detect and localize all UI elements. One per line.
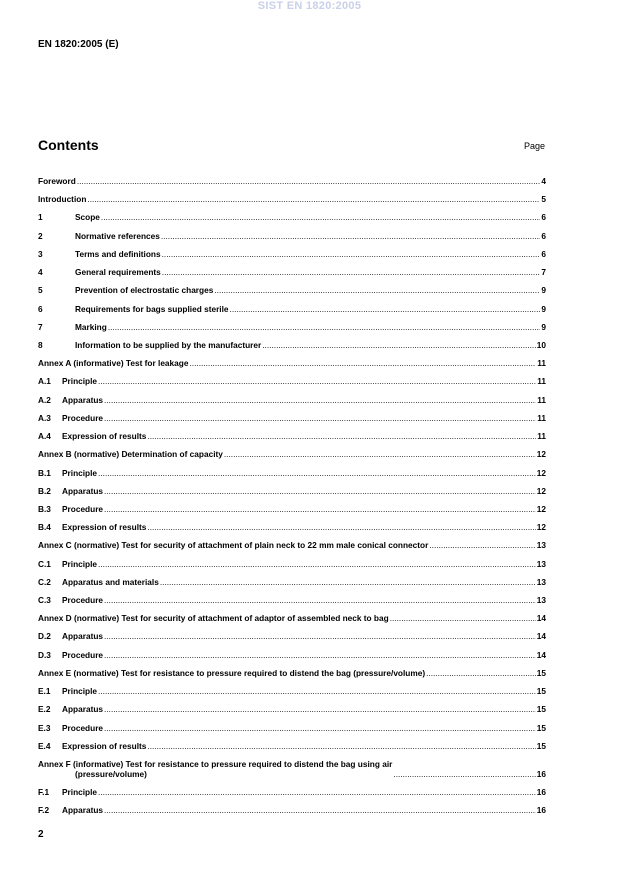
toc-entry[interactable] (38, 486, 546, 496)
toc-entry-number: 1 (38, 212, 43, 223)
toc-entry-number: E.2 (38, 704, 51, 715)
toc-entry[interactable] (38, 741, 546, 751)
toc-entry-title: Terms and definitions (75, 248, 161, 259)
dot-leader (104, 395, 536, 405)
toc-entry-title: General requirements (75, 267, 161, 278)
toc-entry-number: B.3 (38, 503, 51, 514)
contents-title: Contents (38, 137, 99, 153)
toc-entry[interactable] (38, 322, 546, 332)
toc-entry-number: A.3 (38, 412, 51, 423)
toc-entry-title: Principle (62, 376, 98, 387)
toc-entry-page: 15 (536, 667, 546, 678)
dot-leader (161, 231, 541, 241)
toc-entry-title: Introduction (38, 194, 87, 205)
toc-entry[interactable] (38, 304, 546, 314)
toc-entry[interactable] (38, 376, 546, 386)
toc-entry-page: 15 (536, 722, 546, 733)
toc-entry[interactable] (38, 413, 546, 423)
dot-leader (101, 212, 540, 222)
toc-entry-title: Marking (75, 321, 107, 332)
toc-entry-title: Procedure (62, 595, 104, 606)
dot-leader (108, 322, 541, 332)
toc-entry-page: 13 (536, 540, 546, 551)
toc-entry[interactable] (38, 267, 546, 277)
toc-entry-page: 11 (537, 431, 546, 442)
dot-leader (393, 769, 535, 779)
dot-leader (162, 267, 541, 277)
toc-entry-page: 14 (536, 631, 546, 642)
toc-entry-page: 12 (536, 522, 546, 533)
dot-leader (426, 668, 536, 678)
toc-entry-title: Normative references (75, 230, 160, 241)
dot-leader (104, 413, 536, 423)
toc-entry-number: C.2 (38, 576, 51, 587)
toc-entry-title: Annex F (informative) Test for resistance to pressure required to distend the bag using air (38, 759, 393, 769)
toc-entry-number: A.2 (38, 394, 51, 405)
dot-leader (87, 194, 540, 204)
toc-entry-page: 9 (541, 321, 546, 332)
toc-entry-page: 15 (536, 686, 546, 697)
toc-entry[interactable] (38, 759, 546, 779)
toc-entry-number: 3 (38, 248, 43, 259)
toc-entry-page: 9 (541, 303, 546, 314)
toc-entry-page: 16 (536, 769, 546, 779)
dot-leader (214, 285, 540, 295)
toc-entry[interactable] (38, 787, 546, 797)
toc-entry[interactable] (38, 395, 546, 405)
page-column-heading: Page (523, 141, 545, 151)
toc-entry-title: Apparatus (62, 485, 104, 496)
toc-entry[interactable] (38, 805, 546, 815)
dot-leader (104, 704, 536, 714)
table-of-contents (38, 176, 546, 824)
toc-entry-title: Foreword (38, 176, 76, 186)
toc-entry-title: Annex A (informative) Test for leakage (38, 358, 189, 369)
toc-entry-title: Principle (62, 558, 98, 569)
toc-entry-title: Apparatus (62, 631, 104, 642)
toc-entry-page: 12 (536, 449, 546, 460)
toc-entry-title: Principle (62, 467, 98, 478)
toc-entry-page: 4 (541, 176, 546, 186)
toc-entry[interactable] (38, 431, 546, 441)
toc-entry[interactable] (38, 249, 546, 259)
toc-entry-page: 11 (537, 394, 546, 405)
toc-entry[interactable] (38, 686, 546, 696)
toc-entry-title: Procedure (62, 649, 104, 660)
toc-entry-title: Annex C (normative) Test for security of attachment of plain neck to 22 mm male conical connector (38, 540, 429, 551)
toc-entry-page: 10 (536, 339, 546, 350)
toc-entry[interactable] (38, 449, 546, 459)
toc-entry[interactable] (38, 522, 546, 532)
dot-leader (104, 486, 536, 496)
toc-entry[interactable] (38, 723, 546, 733)
toc-entry-page: 12 (536, 467, 546, 478)
toc-entry-title: Expression of results (62, 431, 147, 442)
toc-entry-page: 12 (536, 485, 546, 496)
standard-id: EN 1820:2005 (E) (38, 39, 119, 50)
dot-leader (147, 522, 535, 532)
toc-entry-title: Annex B (normative) Determination of capacity (38, 449, 223, 460)
toc-entry[interactable] (38, 595, 546, 605)
toc-entry-number: D.2 (38, 631, 51, 642)
dot-leader (390, 613, 536, 623)
toc-entry-page: 9 (541, 285, 546, 296)
toc-entry-number: 2 (38, 230, 43, 241)
toc-entry-page: 11 (537, 376, 546, 387)
toc-entry-title: Annex E (normative) Test for resistance to pressure required to distend the bag (pressure/volume) (38, 667, 426, 678)
toc-entry[interactable] (38, 704, 546, 714)
toc-entry-number: A.1 (38, 376, 51, 387)
toc-entry-number: 7 (38, 321, 43, 332)
toc-entry-number: 8 (38, 339, 43, 350)
toc-entry-number: B.1 (38, 467, 51, 478)
toc-entry-number: 5 (38, 285, 43, 296)
toc-entry[interactable] (38, 212, 546, 222)
toc-entry[interactable] (38, 559, 546, 569)
toc-entry-title: Principle (62, 686, 98, 697)
toc-entry-title: Prevention of electrostatic charges (75, 285, 214, 296)
toc-entry-title: Procedure (62, 503, 104, 514)
toc-entry-page: 16 (536, 787, 546, 798)
toc-entry-page: 15 (536, 740, 546, 751)
dot-leader (98, 686, 536, 696)
toc-entry-page: 16 (536, 805, 546, 816)
dot-leader (77, 176, 541, 186)
toc-entry[interactable] (38, 231, 546, 241)
toc-entry[interactable] (38, 668, 546, 678)
toc-entry-title: Expression of results (62, 522, 147, 533)
dot-leader (98, 468, 536, 478)
toc-entry-number: B.4 (38, 522, 51, 533)
dot-leader (104, 650, 536, 660)
toc-entry[interactable] (38, 285, 546, 295)
toc-entry-title: Scope (75, 212, 100, 223)
toc-entry-title: Expression of results (62, 740, 147, 751)
dot-leader (189, 358, 536, 368)
toc-entry-number: 4 (38, 267, 43, 278)
toc-entry-number: F.2 (38, 805, 50, 816)
toc-entry-number: F.1 (38, 787, 50, 798)
watermark: SIST EN 1820:2005 (257, 0, 362, 12)
toc-entry-title: Requirements for bags supplied sterile (75, 303, 229, 314)
toc-entry-page: 5 (541, 194, 546, 205)
dot-leader (147, 741, 535, 751)
toc-entry[interactable] (38, 340, 546, 350)
dot-leader (104, 723, 536, 733)
toc-entry-number: A.4 (38, 431, 51, 442)
toc-entry-page: 11 (537, 358, 546, 369)
dot-leader (162, 249, 541, 259)
toc-entry-number: E.4 (38, 740, 51, 751)
toc-entry-title-block (38, 759, 392, 779)
toc-entry-page: 14 (536, 649, 546, 660)
dot-leader (98, 787, 536, 797)
toc-entry-title: Information to be supplied by the manufacturer (75, 339, 262, 350)
toc-entry-page: 11 (537, 412, 546, 423)
toc-entry-number: E.3 (38, 722, 51, 733)
page-number: 2 (38, 829, 44, 840)
dot-leader (104, 504, 536, 514)
toc-entry[interactable] (38, 176, 546, 186)
toc-entry[interactable] (38, 504, 546, 514)
dot-leader (98, 559, 536, 569)
toc-entry-title: Procedure (62, 722, 104, 733)
dot-leader (104, 805, 536, 815)
toc-entry-number: D.3 (38, 649, 51, 660)
toc-entry-title: Apparatus (62, 805, 104, 816)
toc-entry-page: 12 (536, 503, 546, 514)
toc-entry-title: Apparatus and materials (62, 576, 159, 587)
toc-entry-number: E.1 (38, 686, 51, 697)
toc-entry[interactable] (38, 577, 546, 587)
toc-entry-title-continued: (pressure/volume) (75, 769, 147, 779)
toc-entry-number: B.2 (38, 485, 51, 496)
toc-entry-page: 6 (541, 212, 546, 223)
dot-leader (160, 577, 536, 587)
toc-entry-page: 13 (536, 558, 546, 569)
toc-entry-page: 13 (536, 595, 546, 606)
toc-entry[interactable] (38, 358, 546, 368)
toc-entry-page: 15 (536, 704, 546, 715)
dot-leader (147, 431, 536, 441)
toc-entry-page: 6 (541, 248, 546, 259)
dot-leader (230, 304, 541, 314)
toc-entry-page: 14 (536, 613, 546, 624)
dot-leader (262, 340, 536, 350)
toc-entry[interactable] (38, 631, 546, 641)
toc-entry-title: Apparatus (62, 394, 104, 405)
toc-entry[interactable] (38, 194, 546, 204)
dot-leader (224, 449, 536, 459)
toc-entry[interactable] (38, 650, 546, 660)
dot-leader (98, 376, 536, 386)
toc-entry-title: Annex D (normative) Test for security of attachment of adaptor of assembled neck to bag (38, 613, 389, 624)
dot-leader (104, 595, 536, 605)
toc-entry-page: 7 (541, 267, 546, 278)
dot-leader (429, 540, 535, 550)
toc-entry-title: Procedure (62, 412, 104, 423)
toc-entry-page: 6 (541, 230, 546, 241)
toc-entry[interactable] (38, 468, 546, 478)
dot-leader (104, 631, 536, 641)
toc-entry-page: 13 (536, 576, 546, 587)
toc-entry-number: 6 (38, 303, 43, 314)
toc-entry-title: Principle (62, 787, 98, 798)
toc-entry[interactable] (38, 540, 546, 550)
toc-entry-number: C.1 (38, 558, 51, 569)
toc-entry-number: C.3 (38, 595, 51, 606)
toc-entry-title: Apparatus (62, 704, 104, 715)
toc-entry[interactable] (38, 613, 546, 623)
